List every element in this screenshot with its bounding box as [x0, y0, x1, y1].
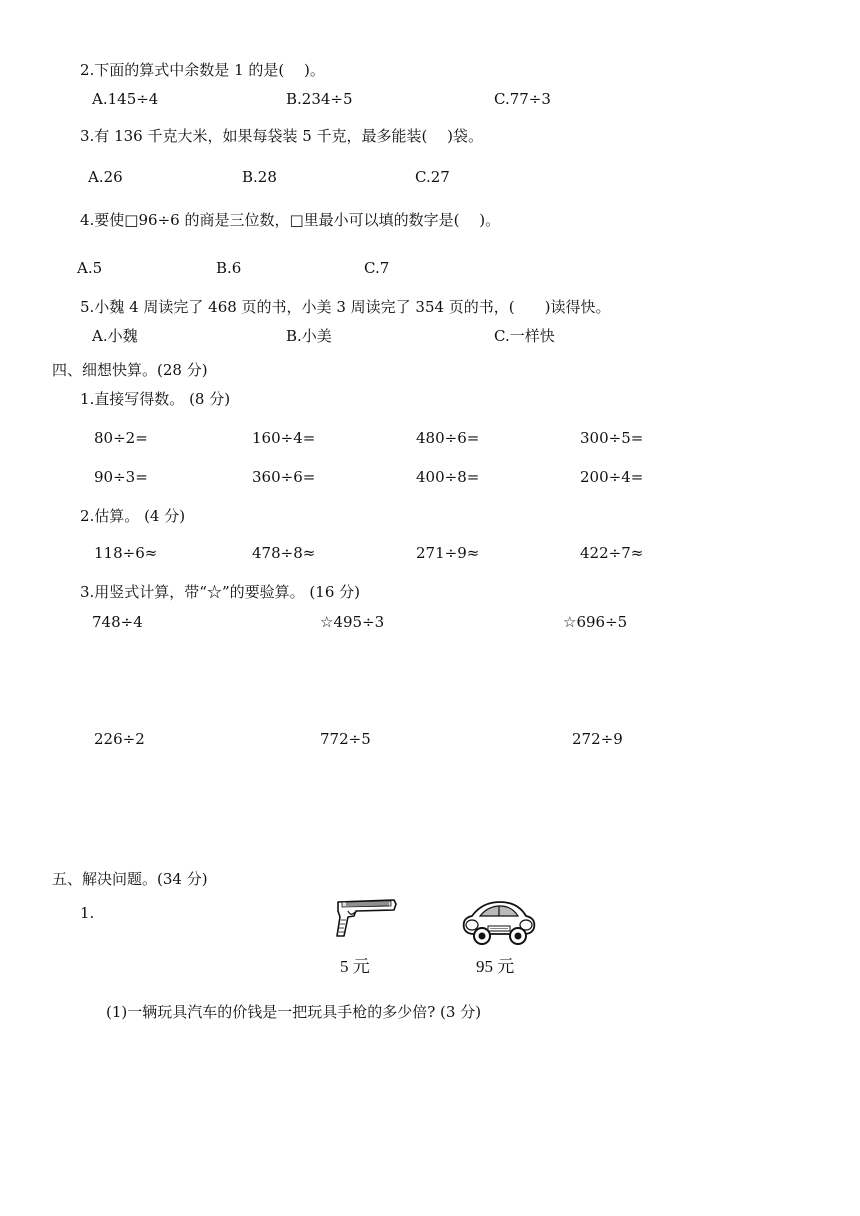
vertical-calc-5: 772÷5: [320, 730, 371, 748]
oral-calc-7: 400÷8=: [416, 468, 480, 486]
q5-stem: 5.小魏 4 周读完了 468 页的书，小美 3 周读完了 354 页的书，( )读得快。: [80, 298, 611, 316]
oral-calc-8: 200÷4=: [580, 468, 644, 486]
q2-option-b: B.234÷5: [286, 90, 353, 108]
vertical-calc-4: 226÷2: [94, 730, 145, 748]
oral-calc-3: 480÷6=: [416, 429, 480, 447]
problem-1-sub1: (1)一辆玩具汽车的价钱是一把玩具手枪的多少倍? (3 分): [106, 1003, 482, 1021]
q2-option-a: A.145÷4: [92, 90, 159, 108]
vertical-calc-6: 272÷9: [572, 730, 623, 748]
vertical-calc-3: ☆696÷5: [563, 613, 628, 631]
toy-car-icon: [460, 898, 538, 946]
q2-option-c: C.77÷3: [494, 90, 551, 108]
pistol-price: 5 元: [340, 957, 370, 976]
q3-option-b: B.28: [242, 168, 277, 186]
oral-calc-6: 360÷6=: [252, 468, 316, 486]
part2-title: 2.估算。 (4 分): [80, 507, 186, 525]
car-price: 95 元: [476, 957, 515, 976]
problem-1-number: 1.: [80, 904, 95, 922]
section5-title: 五、解决问题。(34 分): [52, 870, 208, 888]
estimate-4: 422÷7≈: [580, 544, 644, 562]
toy-pistol-icon: [334, 896, 398, 944]
oral-calc-5: 90÷3=: [94, 468, 148, 486]
part1-title: 1.直接写得数。 (8 分): [80, 390, 231, 408]
q3-option-c: C.27: [415, 168, 450, 186]
q3-option-a: A.26: [88, 168, 123, 186]
q4-option-b: B.6: [216, 259, 242, 277]
oral-calc-2: 160÷4=: [252, 429, 316, 447]
q5-option-c: C.一样快: [494, 327, 555, 345]
vertical-calc-2: ☆495÷3: [320, 613, 385, 631]
q4-option-c: C.7: [364, 259, 390, 277]
oral-calc-1: 80÷2=: [94, 429, 148, 447]
vertical-calc-1: 748÷4: [92, 613, 143, 631]
estimate-2: 478÷8≈: [252, 544, 316, 562]
part3-title: 3.用竖式计算，带“☆”的要验算。 (16 分): [80, 583, 360, 601]
q4-option-a: A.5: [77, 259, 103, 277]
estimate-1: 118÷6≈: [94, 544, 158, 562]
q5-option-a: A.小魏: [92, 327, 138, 345]
estimate-3: 271÷9≈: [416, 544, 480, 562]
q5-option-b: B.小美: [286, 327, 332, 345]
section4-title: 四、细想快算。(28 分): [52, 361, 208, 379]
q4-stem: 4.要使□96÷6 的商是三位数，□里最小可以填的数字是( )。: [80, 211, 501, 229]
q2-stem: 2.下面的算式中余数是 1 的是( )。: [80, 61, 325, 79]
oral-calc-4: 300÷5=: [580, 429, 644, 447]
q3-stem: 3.有 136 千克大米，如果每袋装 5 千克，最多能装( )袋。: [80, 127, 484, 145]
